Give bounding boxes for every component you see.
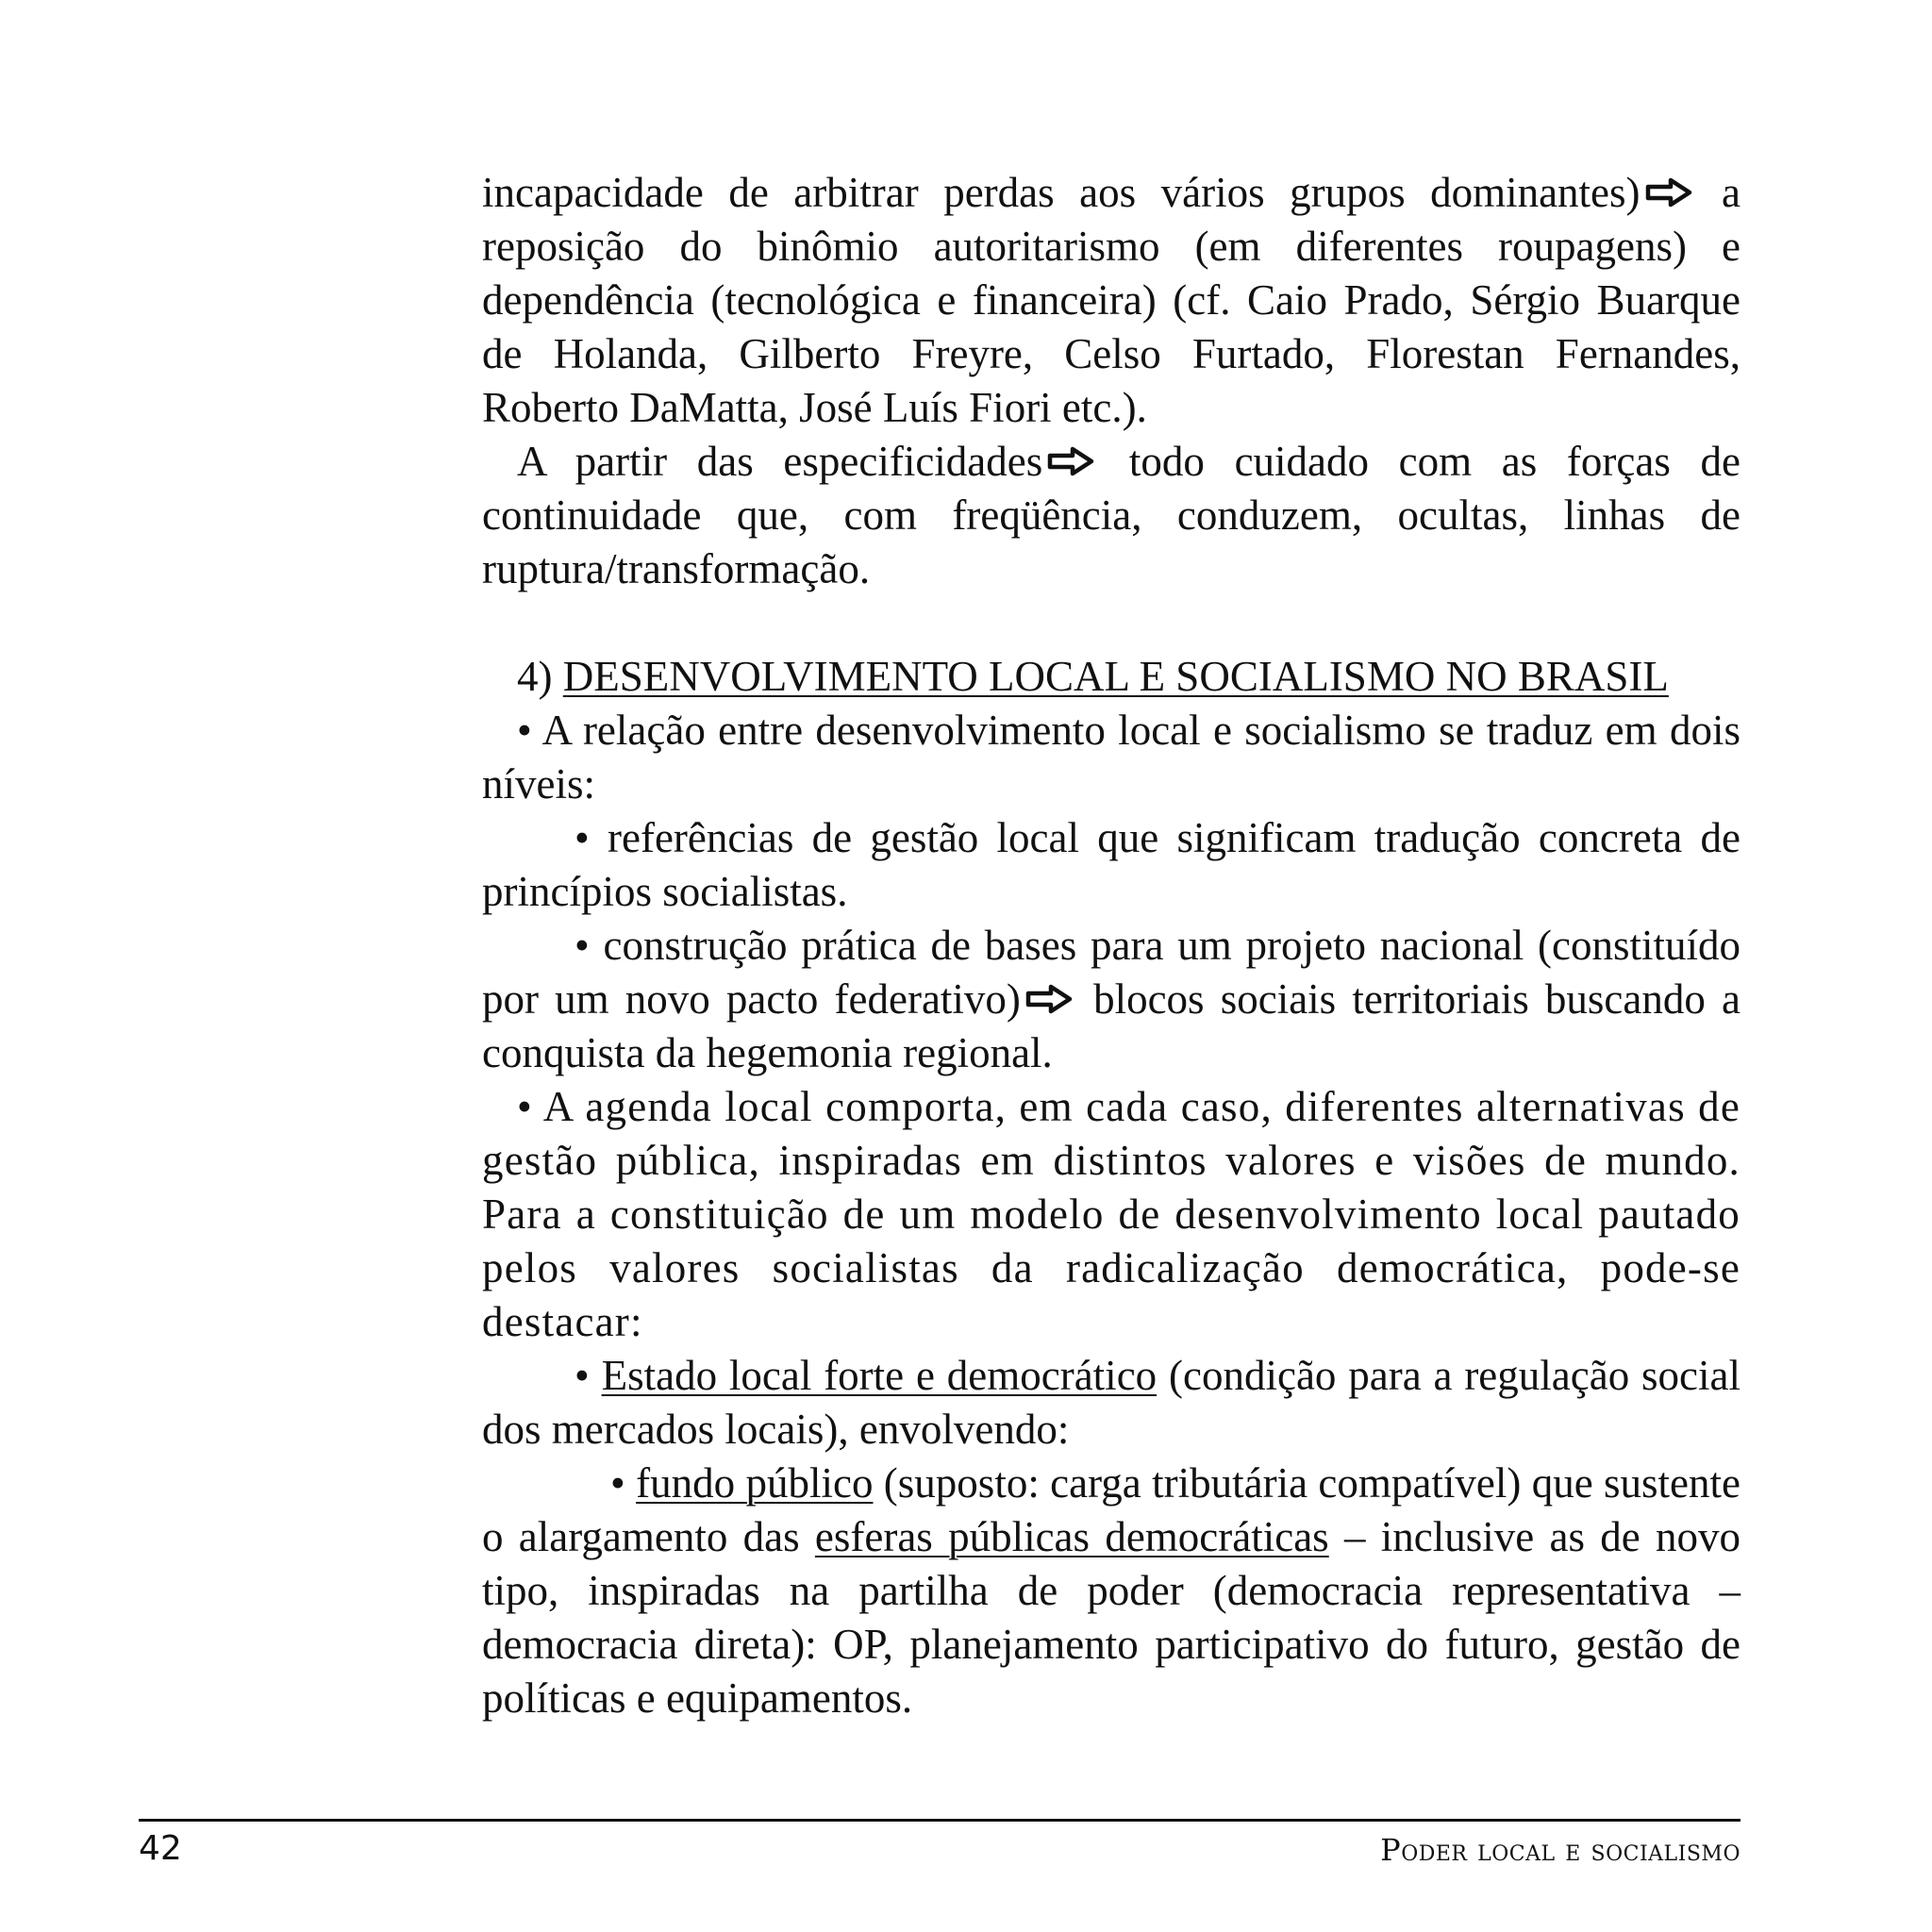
sub-bullet-item bbox=[482, 1349, 1740, 1457]
paragraph-text: a reposição do binômio autoritarismo (em diferentes roupagens) e dependência (tecnológica e financeira) (cf. Caio Prado, Sérgio Buarque de Holanda, Gilberto Freyre, Celso Furtado, Florestan Fernandes, Roberto DaMatta, José Luís Fiori etc.). bbox=[482, 169, 1740, 431]
bullet-text: • construção prática de bases para um projeto nacional (constituído por um novo pacto federativo) bbox=[482, 922, 1740, 1023]
section-number: 4) bbox=[517, 653, 563, 700]
bullet-item: • A relação entre desenvolvimento local e socialismo se traduz em dois níveis: bbox=[482, 707, 1740, 808]
bullet-text: (suposto: carga tributária compatível) que sustente o alargamento das bbox=[482, 1459, 1740, 1560]
paragraph-text: A partir das especificidades bbox=[517, 438, 1043, 485]
sub-bullet-item bbox=[482, 919, 1740, 1080]
sub-sub-bullet-item bbox=[482, 1457, 1740, 1725]
section-heading bbox=[482, 650, 1740, 704]
bullet-text: blocos sociais territoriais buscando a conquista da hegemonia regional. bbox=[482, 975, 1740, 1076]
right-arrow-icon bbox=[1046, 445, 1095, 477]
paragraph-specificities bbox=[482, 435, 1740, 596]
bullet-marker: • bbox=[575, 1352, 602, 1399]
paragraph-text: todo cuidado com as forças de continuidade que, com freqüência, conduzem, ocultas, linhas de ruptura/transformação. bbox=[482, 438, 1740, 592]
paragraph-text: incapacidade de arbitrar perdas aos vários grupos dominantes) bbox=[482, 169, 1641, 216]
sub-bullet-item: • referências de gestão local que significam tradução concreta de princípios socialistas. bbox=[482, 814, 1740, 915]
underlined-term: Estado local forte e democrático bbox=[601, 1352, 1158, 1399]
paragraph-continuation bbox=[482, 166, 1740, 435]
bullet-marker: • bbox=[610, 1459, 637, 1507]
bullet-text: (condição para a regulação social dos mercados locais), envolvendo: bbox=[482, 1352, 1740, 1453]
underlined-term: fundo público bbox=[636, 1459, 874, 1507]
bullet-text: – inclusive as de novo tipo, inspiradas na partilha de poder (democracia representativa – democracia direta): OP, planejamento participativo do futuro, gestão de políticas e equipamentos. bbox=[482, 1513, 1741, 1722]
running-title: Poder local e socialismo bbox=[1380, 1832, 1740, 1868]
bullet-item: • A agenda local comporta, em cada caso, diferentes alternativas de gestão pública, inspiradas em distintos valores e visões de mundo. Para a constituição de um modelo de desenvolvimento local pautado pelos valores socialistas da radicalização democrática, pode-se destacar: bbox=[482, 1083, 1740, 1345]
section-title: DESENVOLVIMENTO LOCAL E SOCIALISMO NO BRASIL bbox=[562, 653, 1669, 700]
page-number: 42 bbox=[139, 1829, 182, 1868]
right-arrow-icon bbox=[1024, 983, 1074, 1015]
underlined-term: esferas públicas democráticas bbox=[814, 1513, 1329, 1560]
body-text bbox=[482, 166, 1740, 1725]
spacer bbox=[482, 596, 1740, 650]
footer-rule bbox=[139, 1819, 1740, 1822]
right-arrow-icon bbox=[1644, 176, 1693, 208]
